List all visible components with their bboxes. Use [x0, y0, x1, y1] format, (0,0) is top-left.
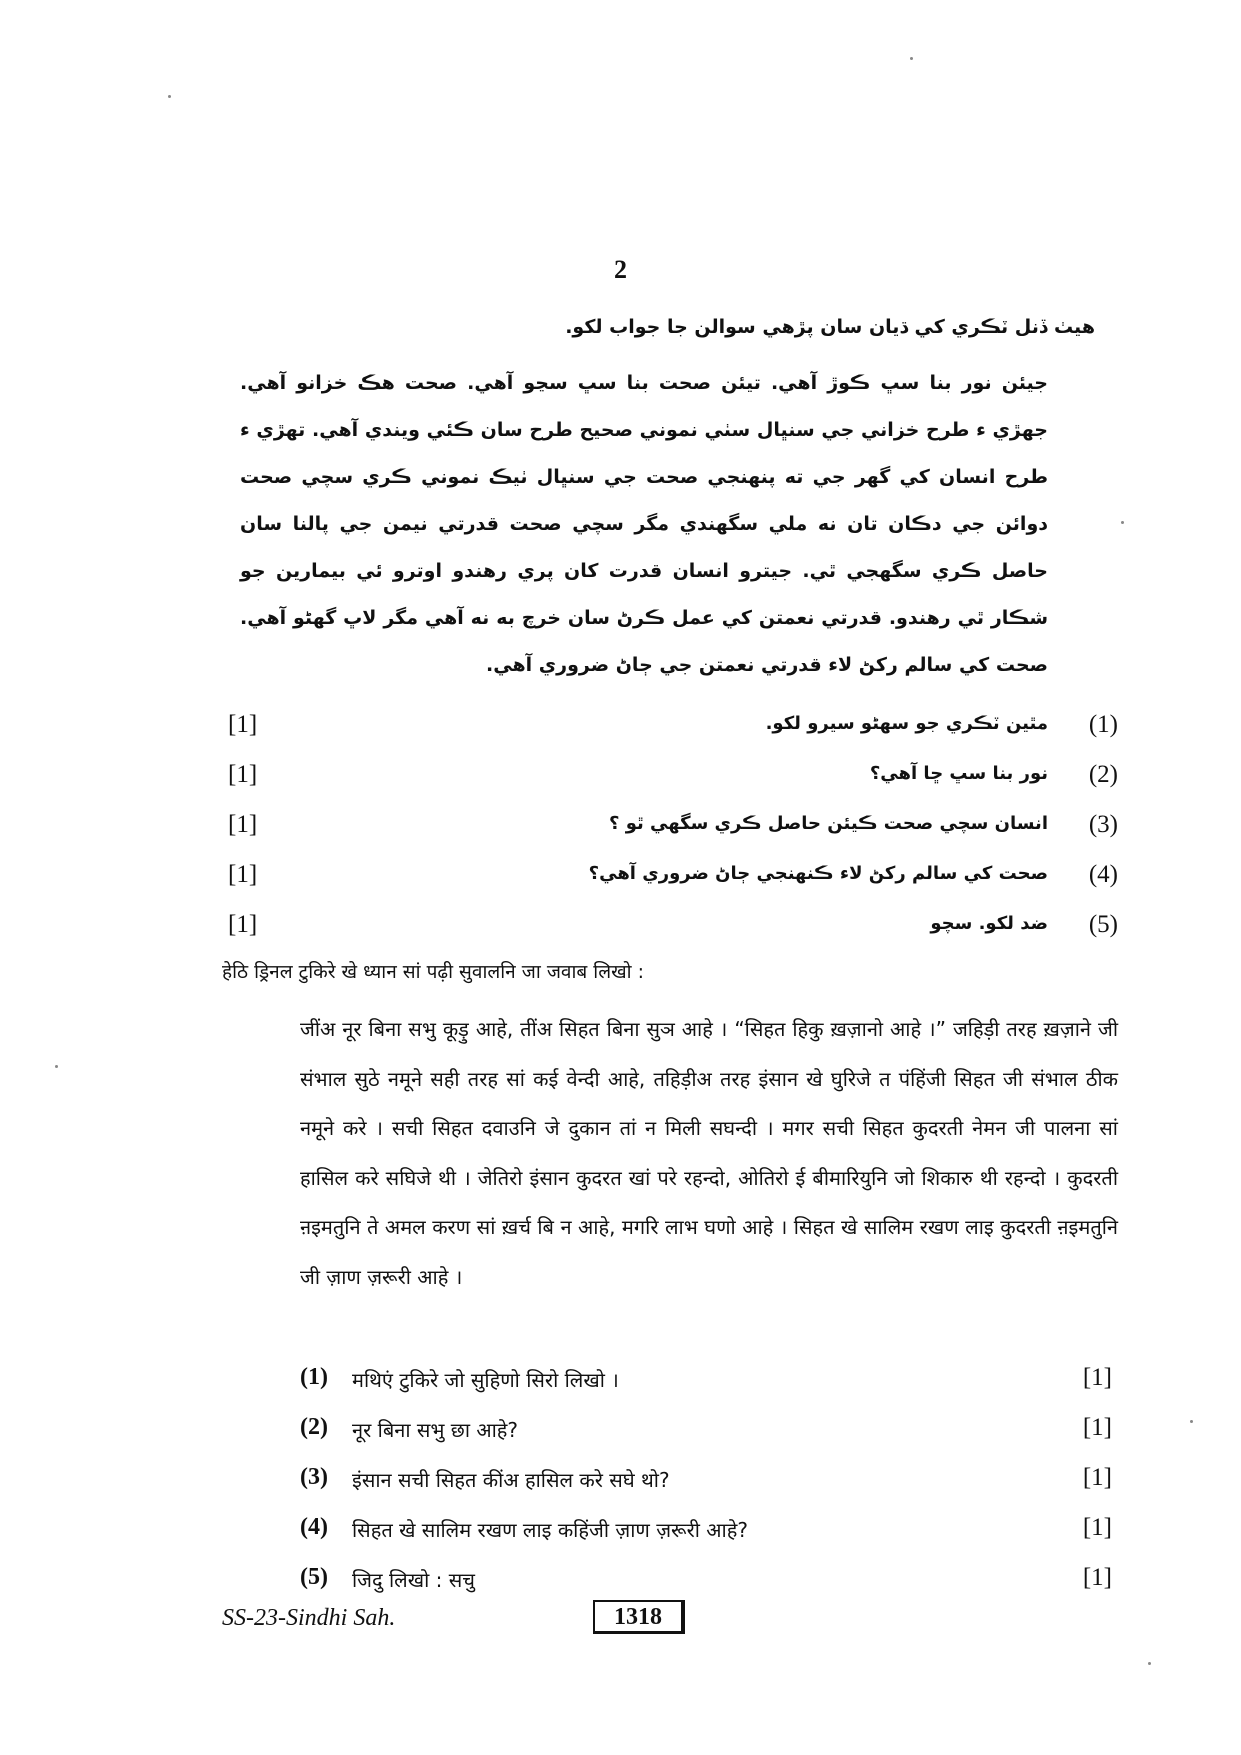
- question-text: انسان سچي صحت ڪيئن حاصل ڪري سگهي ٿو ؟: [609, 813, 1048, 834]
- scan-speck: [1148, 1662, 1151, 1665]
- question-mark: [1]: [1082, 1564, 1112, 1591]
- question-mark: [1]: [228, 711, 258, 738]
- arabic-section-heading: هيٺ ڏنل ٽڪري کي ڌيان سان پڙهي سوالن جا جواب لکو.: [565, 316, 1095, 338]
- question-number: (5): [1088, 911, 1118, 938]
- question-number: (1): [300, 1364, 328, 1390]
- question-mark: [1]: [1082, 1514, 1112, 1541]
- question-text: नूर बिना सभु छा आहे?: [352, 1418, 519, 1442]
- question-row: [300, 1408, 1118, 1458]
- devanagari-section-heading: हेठि ड्रिनल टुकिरे खे ध्यान सां पढ़ी सुवालनि जा जवाब लिखो :: [222, 961, 645, 983]
- scan-speck: [1121, 521, 1124, 524]
- question-number: (4): [300, 1514, 328, 1540]
- devanagari-question-list: [300, 1358, 1118, 1608]
- devanagari-passage: जींअ नूर बिना सभु कूड़ु आहे, तींअ सिहत बिना सुञ आहे । “सिहत हिकु ख़ज़ानो आहे ।” जहिड़ी तरह ख़ज़ाने जी संभाल सुठे नमूने सही तरह सां कई वेन्दी आहे, तहिड़ीअ तरह इंसान खे घुरिजे त पंहिंजी सिहत जी संभाल ठीक नमूने करे । सची सिहत दवाउनि जे दुकान तां न मिली सघन्दी । मगर सची सिहत कुदरती नेमन जी पालना सां हासिल करे सघिजे थी । जेतिरो इंसान कुदरत खां परे रहन्दो, ओतिरो ई बीमारियुनि जो शिकारु थी रहन्दो । कुदरती ऩइमतुनि ते अमल करण सां ख़र्च बि न आहे, मगरि लाभ घणो आहे । सिहत खे सालिम रखण लाइ कुदरती ऩइमतुनि जी ज़ाण ज़रूरी आहे ।: [300, 1017, 1118, 1289]
- question-row: [228, 905, 1118, 955]
- question-number: (3): [1088, 811, 1118, 838]
- question-row: [300, 1558, 1118, 1608]
- question-text: इंसान सची सिहत कींअ हासिल करे सघे थो?: [352, 1468, 670, 1492]
- arabic-question-list: [228, 705, 1118, 955]
- question-text: صحت کي سالم رکڻ لاء ڪنهنجي ڄاڻ ضروري آهي؟: [588, 863, 1048, 884]
- question-row: [228, 705, 1118, 755]
- question-text: मथिएं टुकिरे जो सुहिणो सिरो लिखो ।: [352, 1368, 619, 1392]
- question-text: सिहत खे सालिम रखण लाइ कहिंजी ज़ाण ज़रूरी आहे?: [352, 1518, 748, 1542]
- question-number: (1): [1088, 711, 1118, 738]
- question-mark: [1]: [228, 861, 258, 888]
- scan-speck: [1190, 1420, 1193, 1423]
- arabic-passage: جيئن نور بنا سڀ ڪوڙ آهي. تيئن صحت بنا سڀ سڃو آهي. صحت هڪ خزانو آهي. جهڙي ء طرح خزاني جي سنڀال سٺي نموني صحيح طرح سان ڪئي ويندي آهي. تهڙي ء طرح انسان کي گهر جي ته پنهنجي صحت جي سنڀال ٺيڪ نموني ڪري سچي صحت دوائن جي دڪان تان نه ملي سگهندي مگر سچي صحت قدرتي نيمن جي پالنا سان حاصل ڪري سگهجي ٿي. جيترو انسان قدرت کان پري رهندو اوترو ئي بيمارين جو شڪار ٿي رهندو. قدرتي نعمتن کي عمل ڪرڻ سان خرچ به نه آهي مگر لاڀ گهڻو آهي. صحت کي سالم رکڻ لاء قدرتي نعمتن جي ڄاڻ ضروري آهي.: [240, 372, 1048, 676]
- question-text: जिदु लिखो : सचु: [352, 1568, 475, 1592]
- question-mark: [1]: [228, 811, 258, 838]
- question-row: [228, 805, 1118, 855]
- question-text: ضد لکو. سچو: [930, 913, 1048, 934]
- question-text: نور بنا سڀ ڇا آهي؟: [869, 763, 1048, 784]
- question-row: [228, 855, 1118, 905]
- question-row: [300, 1458, 1118, 1508]
- question-text: مٿين ٽڪري جو سهڻو سيرو لکو.: [765, 713, 1048, 734]
- question-number: (5): [300, 1564, 328, 1590]
- question-row: [228, 755, 1118, 805]
- paper-code: SS-23-Sindhi Sah.: [222, 1605, 396, 1631]
- question-number: (4): [1088, 861, 1118, 888]
- scan-speck: [910, 57, 913, 60]
- scan-speck: [55, 1065, 58, 1068]
- question-number: (2): [300, 1414, 328, 1440]
- question-row: [300, 1358, 1118, 1408]
- question-number: (3): [300, 1464, 328, 1490]
- question-mark: [1]: [1082, 1364, 1112, 1391]
- question-mark: [1]: [1082, 1464, 1112, 1491]
- scan-speck: [168, 95, 171, 98]
- question-row: [300, 1508, 1118, 1558]
- page-number: 2: [614, 255, 627, 284]
- question-mark: [1]: [1082, 1414, 1112, 1441]
- page-code-box: 1318: [593, 1600, 685, 1634]
- question-mark: [1]: [228, 911, 258, 938]
- question-mark: [1]: [228, 761, 258, 788]
- question-number: (2): [1088, 761, 1118, 788]
